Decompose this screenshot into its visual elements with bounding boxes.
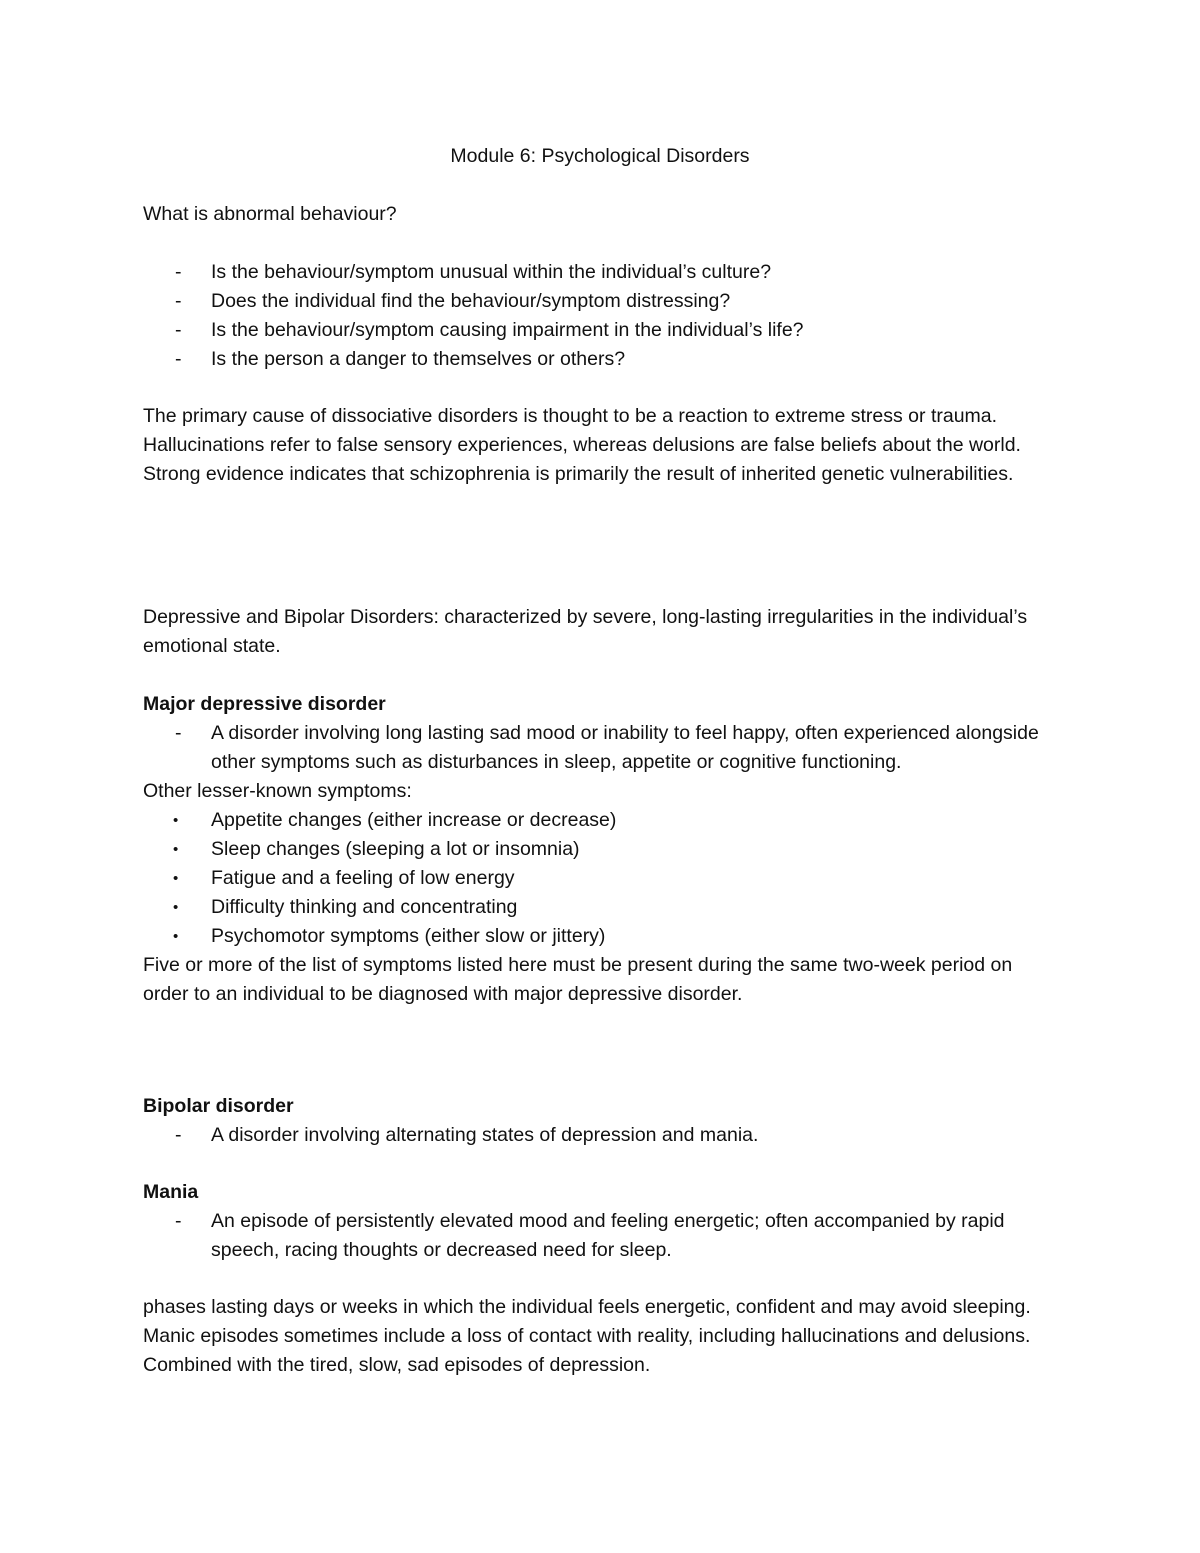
- bullet-marker: •: [173, 899, 179, 916]
- list-item: - A disorder involving long lasting sad mood or inability to feel happy, often experienced alongside other symptoms such as disturbances in sleep, appetite or cognitive functioning.: [143, 719, 1063, 777]
- dash-marker: -: [175, 1210, 182, 1232]
- bullet-marker: •: [173, 928, 179, 945]
- mania-heading: Mania: [143, 1181, 199, 1203]
- dash-marker: -: [175, 722, 182, 744]
- major-depressive-heading: Major depressive disorder: [143, 693, 386, 715]
- depressive-bipolar-summary: Depressive and Bipolar Disorders: characterized by severe, long-lasting irregularities in the individual’s emotional state.: [143, 606, 1028, 657]
- bipolar-definition-list: [143, 1121, 1063, 1150]
- list-item: • Sleep changes (sleeping a lot or insomnia): [143, 835, 1063, 864]
- page-title: Module 6: Psychological Disorders: [450, 145, 750, 167]
- bipolar-heading: Bipolar disorder: [143, 1095, 294, 1117]
- major-depressive-definition-list: [143, 719, 1063, 777]
- list-item: • Appetite changes (either increase or decrease): [143, 806, 1063, 835]
- schizophrenia-fact: Strong evidence indicates that schizophrenia is primarily the result of inherited genetic vulnerabilities.: [143, 463, 1014, 485]
- dash-marker: -: [175, 319, 182, 341]
- list-item: - Is the behaviour/symptom unusual within the individual’s culture?: [143, 258, 1063, 287]
- bullet-marker: •: [173, 841, 179, 858]
- abnormal-criteria-list: [143, 258, 1063, 374]
- phases-paragraph: phases lasting days or weeks in which the individual feels energetic, confident and may avoid sleeping. Manic episodes sometimes include a loss of contact with reality, including hallucinations and delusions. Combined with the tired, slow, sad episodes of depression.: [143, 1296, 1031, 1376]
- mania-section: [143, 1178, 1063, 1265]
- diagnosis-criteria: Five or more of the list of symptoms listed here must be present during the same two-week period on order to an individual to be diagnosed with major depressive disorder.: [143, 954, 1013, 1005]
- bullet-marker: •: [173, 870, 179, 887]
- list-item: - Does the individual find the behaviour/symptom distressing?: [143, 287, 1063, 316]
- list-item: - Is the person a danger to themselves or others?: [143, 345, 1063, 374]
- list-item: • Psychomotor symptoms (either slow or jittery): [143, 922, 1063, 951]
- bipolar-section: [143, 1092, 1063, 1150]
- hallucinations-fact: Hallucinations refer to false sensory experiences, whereas delusions are false beliefs about the world.: [143, 434, 1021, 456]
- other-symptoms-label: Other lesser-known symptoms:: [143, 780, 412, 802]
- list-item: • Difficulty thinking and concentrating: [143, 893, 1063, 922]
- dash-marker: -: [175, 290, 182, 312]
- dash-marker: -: [175, 348, 182, 370]
- major-depressive-section: [143, 690, 1063, 1009]
- list-item: • Fatigue and a feeling of low energy: [143, 864, 1063, 893]
- dash-marker: -: [175, 1124, 182, 1146]
- list-item: - A disorder involving alternating states of depression and mania.: [143, 1121, 1063, 1150]
- dissociative-fact: The primary cause of dissociative disorders is thought to be a reaction to extreme stress or trauma.: [143, 405, 998, 427]
- facts-section: [143, 402, 1063, 489]
- list-item: - Is the behaviour/symptom causing impairment in the individual’s life?: [143, 316, 1063, 345]
- mania-definition-list: [143, 1207, 1063, 1265]
- bullet-marker: •: [173, 812, 179, 829]
- abnormal-question: What is abnormal behaviour?: [143, 203, 397, 225]
- list-item: - An episode of persistently elevated mood and feeling energetic; often accompanied by rapid speech, racing thoughts or decreased need for sleep.: [143, 1207, 1063, 1265]
- symptom-list: [143, 806, 1063, 951]
- dash-marker: -: [175, 261, 182, 283]
